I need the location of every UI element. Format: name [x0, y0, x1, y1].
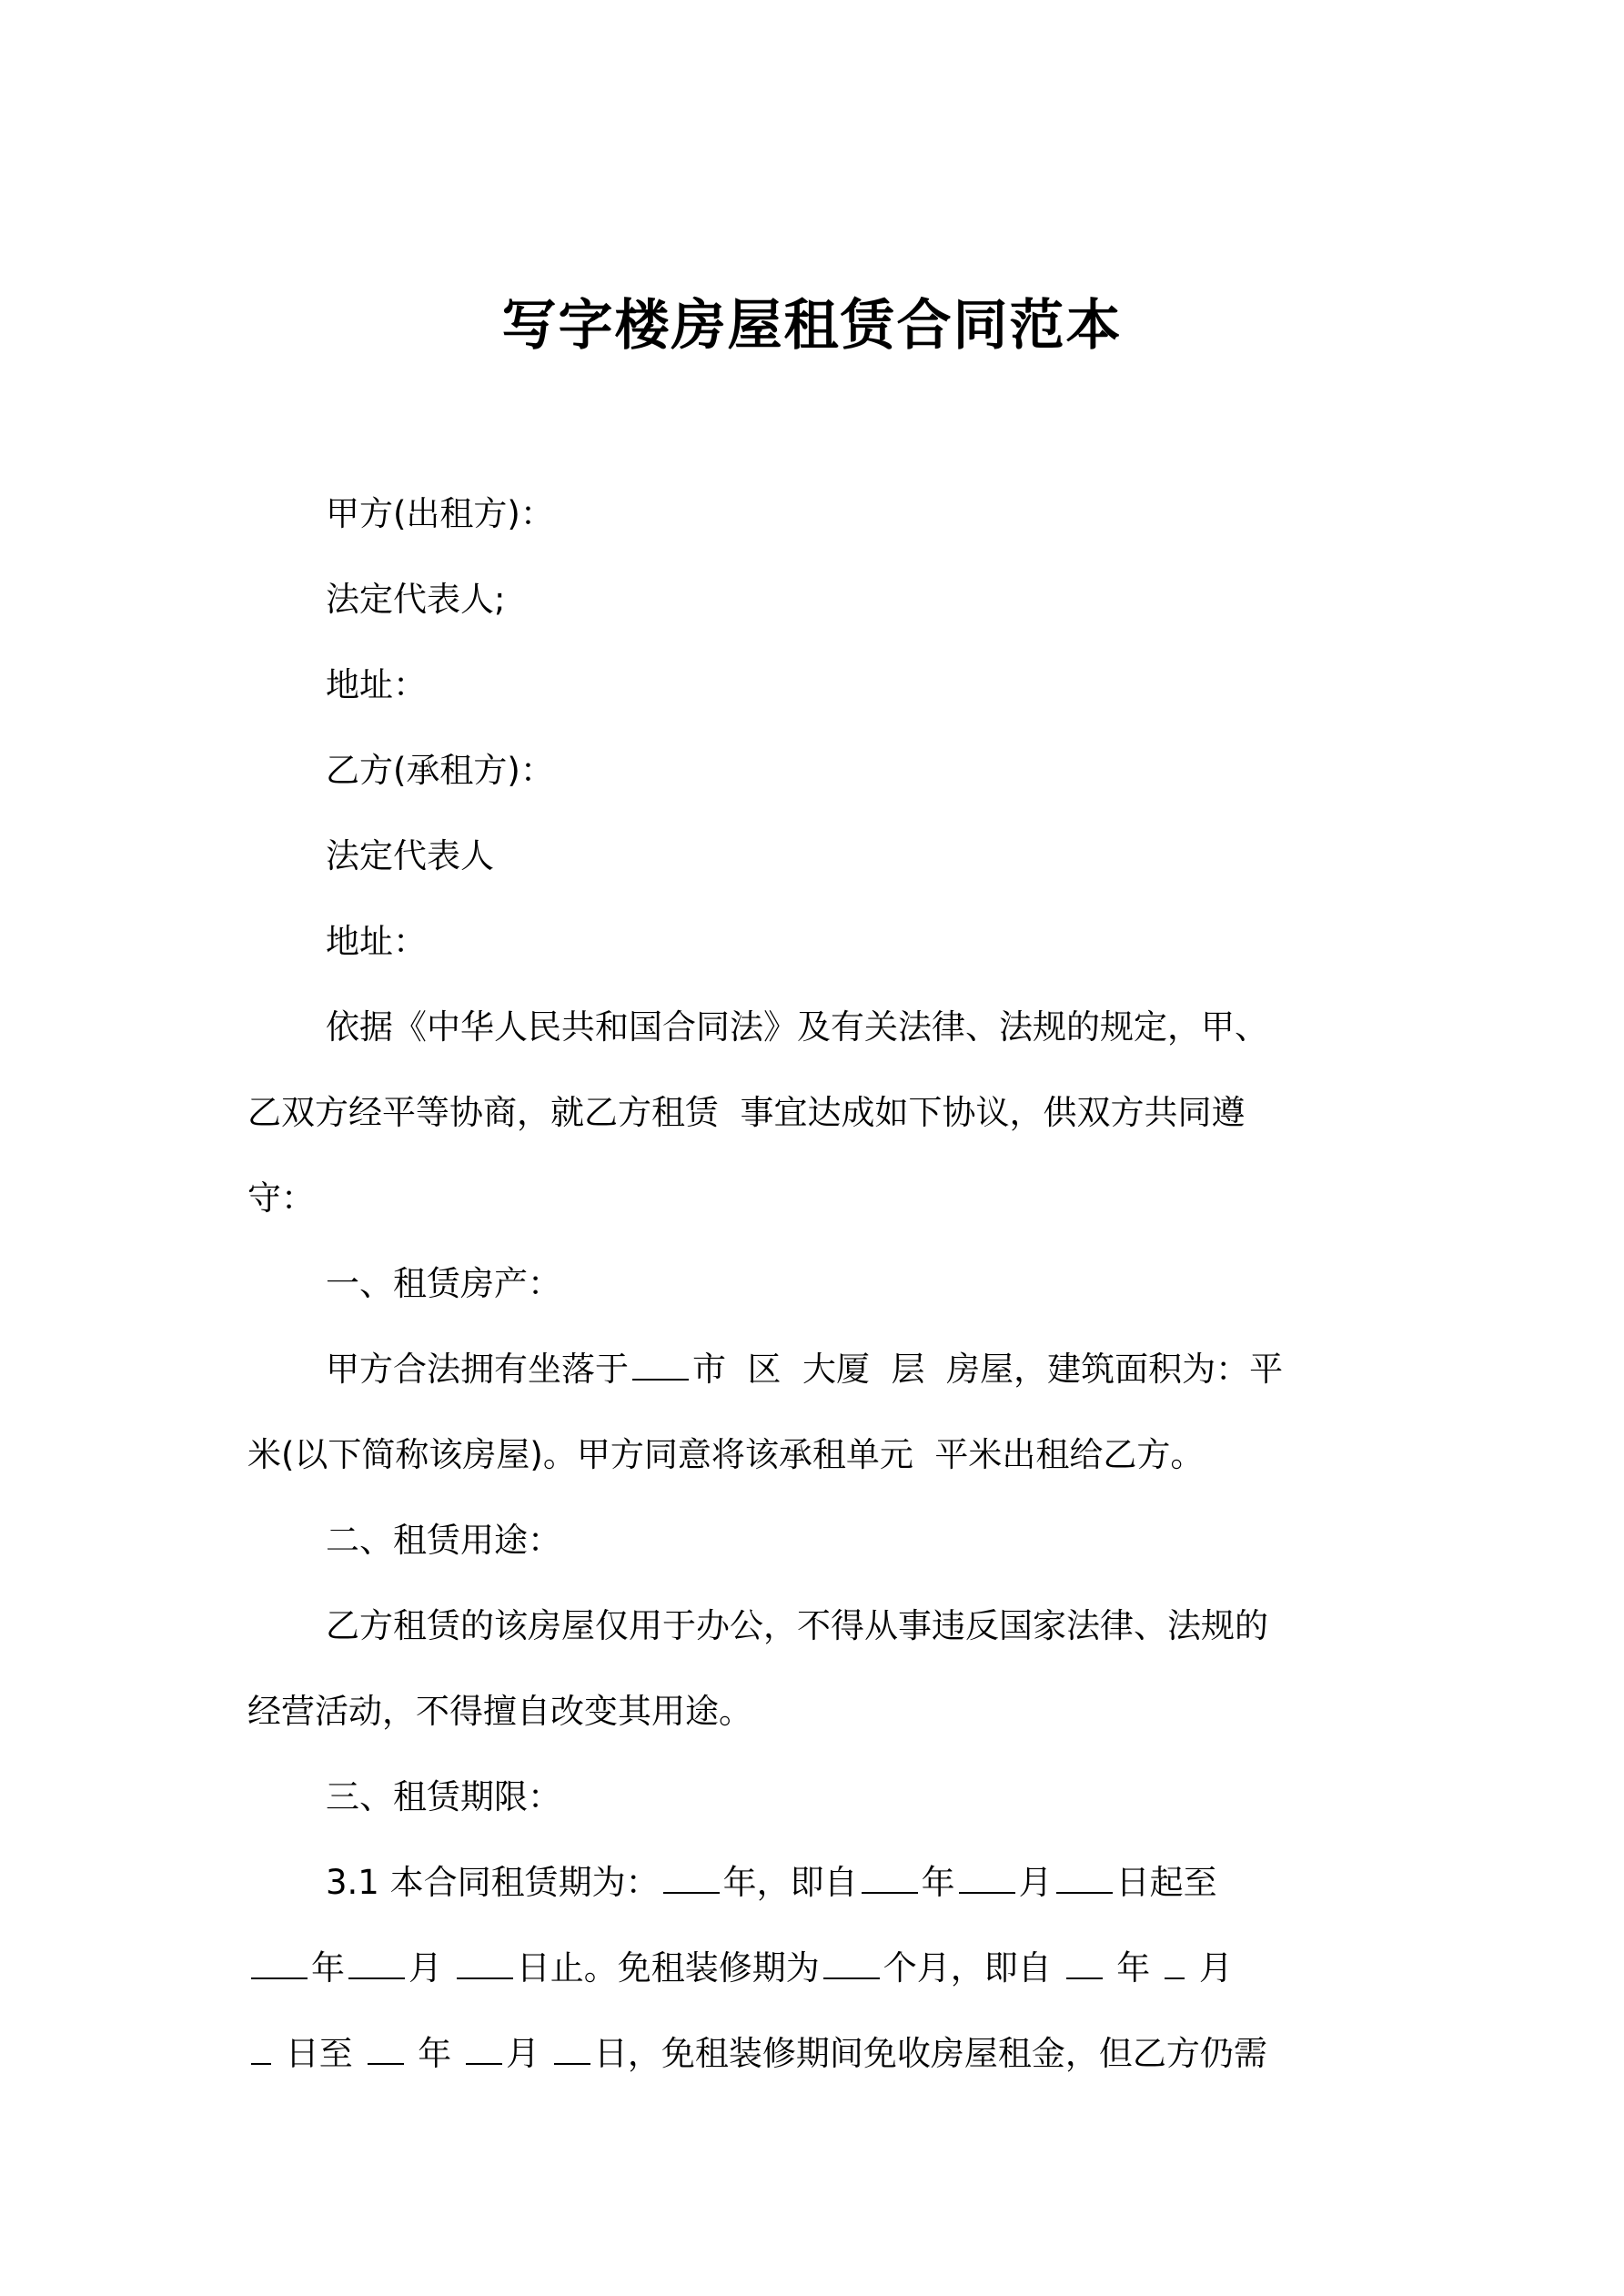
- preamble-line-2: 乙双方经平等协商，就乙方租赁 事宜达成如下协议，供双方共同遵: [247, 1093, 1246, 1132]
- fill-blank: [663, 1856, 720, 1894]
- fill-blank: [251, 1942, 308, 1979]
- preamble-line-1: 依据《中华人民共和国合同法》及有关法律、法规的规定，甲、: [326, 1007, 1268, 1047]
- party-b-representative: 法定代表人: [326, 836, 494, 875]
- fill-blank: [348, 1942, 405, 1979]
- fill-blank: [466, 2028, 502, 2065]
- preamble-line-3: 守：: [247, 1178, 315, 1218]
- fill-blank: [457, 1942, 513, 1979]
- section-2-line-1: 乙方租赁的该房屋仅用于办公，不得从事违反国家法律、法规的: [326, 1606, 1268, 1645]
- section-1-line-2: 米(以下简称该房屋)。甲方同意将该承租单元 平米出租给乙方。: [247, 1435, 1205, 1474]
- fill-blank: [251, 2028, 271, 2065]
- party-b-address: 地址：: [326, 922, 427, 961]
- clause-number: 3.1: [326, 1863, 379, 1902]
- section-1-text-a: 甲方合法拥有坐落于: [326, 1350, 629, 1389]
- fill-blank: [1165, 1942, 1185, 1979]
- clause-text: 年，即自: [722, 1863, 858, 1902]
- fill-blank: [554, 2028, 590, 2065]
- clause-3-1-line-3: [247, 2011, 1392, 2097]
- clause-text: 月: [1018, 1863, 1053, 1902]
- clause-text: 月: [506, 2034, 550, 2073]
- section-1-line-1: [247, 1327, 1392, 1412]
- clause-text: 年: [1105, 1948, 1162, 1988]
- clause-text: 日起至: [1115, 1863, 1217, 1902]
- clause-3-1-line-2: [247, 1926, 1392, 2011]
- party-b-label: 乙方(承租方)：: [326, 751, 554, 790]
- clause-text: 年: [311, 1948, 345, 1988]
- fill-blank: [959, 1856, 1015, 1894]
- document-body: [247, 471, 1392, 2097]
- fill-blank: [368, 2028, 404, 2065]
- section-2-heading: 二、租赁用途：: [326, 1521, 561, 1560]
- clause-text: 日至: [275, 2034, 364, 2073]
- fill-blank: [1056, 1856, 1113, 1894]
- document-title: 写字楼房屋租赁合同范本: [501, 294, 1123, 358]
- clause-text: 日，免租装修期间免收房屋租金，但乙方仍需: [593, 2034, 1267, 2073]
- clause-3-1-line-1: [247, 1840, 1392, 1926]
- clause-text: 月: [1188, 1948, 1233, 1988]
- party-a-representative: 法定代表人;: [326, 580, 506, 619]
- fill-blank: [823, 1942, 880, 1979]
- section-1-heading: 一、租赁房产：: [326, 1264, 561, 1303]
- section-3-heading: 三、租赁期限：: [326, 1777, 561, 1816]
- party-a-label: 甲方(出租方)：: [326, 494, 554, 533]
- section-2-line-2: 经营活动，不得擅自改变其用途。: [247, 1692, 752, 1731]
- clause-text: 年: [921, 1863, 955, 1902]
- section-1-text-b: 市 区 大厦 层 房屋，建筑面积为：平: [692, 1350, 1284, 1389]
- party-a-address: 地址：: [326, 665, 427, 704]
- clause-text: 个月，即自: [883, 1948, 1063, 1988]
- fill-blank: [1066, 1942, 1103, 1979]
- clause-text: 年: [407, 2034, 463, 2073]
- clause-text: 日止。免租装修期为: [516, 1948, 820, 1988]
- fill-blank: [632, 1343, 689, 1381]
- clause-text: 月: [409, 1948, 453, 1988]
- clause-text: 本合同租赁期为：: [378, 1863, 660, 1902]
- fill-blank: [862, 1856, 918, 1894]
